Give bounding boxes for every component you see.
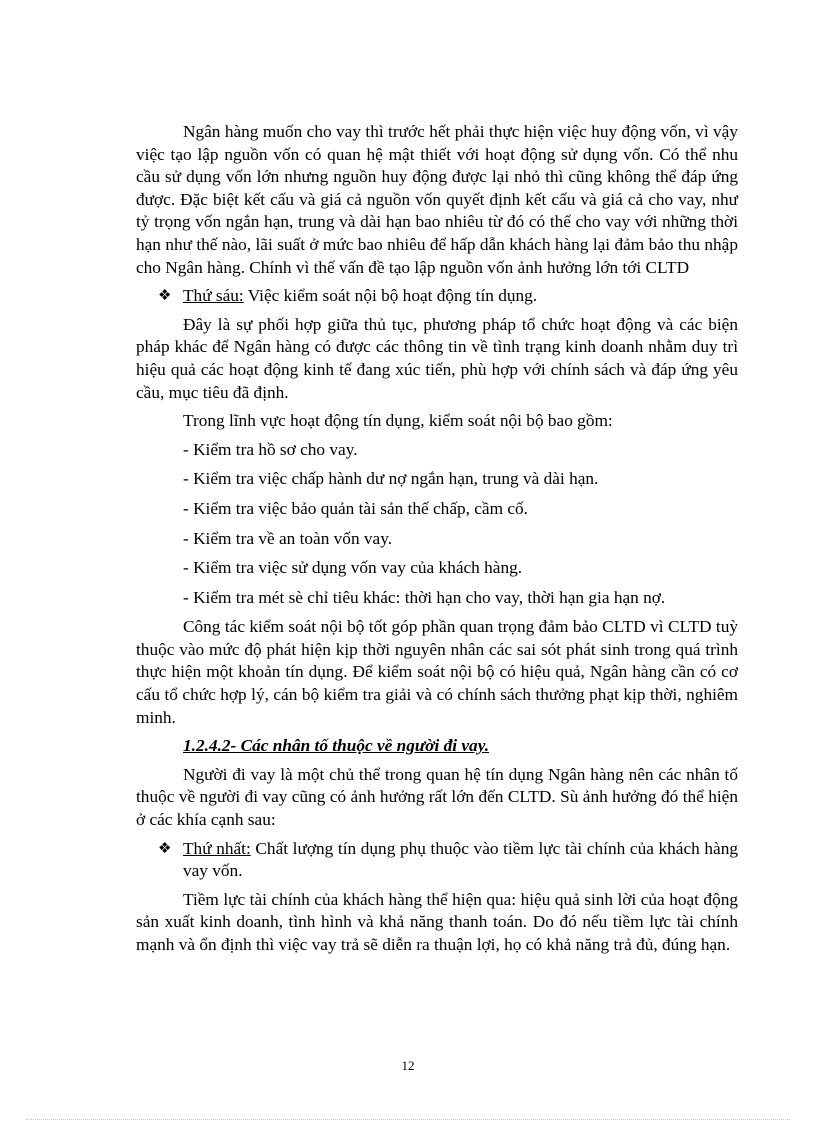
bullet-item-sixth [158, 285, 738, 308]
page-number: 12 [401, 1058, 415, 1073]
paragraph-borrower-factors: Người đi vay là một chủ thể trong quan hệ tín dụng Ngân hàng nên các nhân tố thuộc về người đi vay cũng có ảnh hưởng rất lớn đến CLTD. Sù ảnh hưởng đó thể hiện ở các khía cạnh sau: [136, 764, 738, 830]
paragraph-financial-capacity: Tiềm lực tài chính của khách hàng thể hiện qua: hiệu quả sinh lời của hoạt động sản xuất kinh doanh, tình hình và khả năng thanh toán. Do đó nếu tiềm lực tài chính mạnh và ổn định thì việc vay trả sẽ diễn ra thuận lợi, họ có khả năng trả đủ, đúng hạn. [136, 889, 738, 954]
bullet-lead-label: Thứ nhất: [183, 838, 251, 858]
section-heading: 1.2.4.2- Các nhân tố thuộc về người đi vay. [183, 736, 490, 756]
paragraph-internal-control-scope: Trong lĩnh vực hoạt động tín dụng, kiểm soát nội bộ bao gồm: [183, 411, 613, 431]
checklist-item: - Kiểm tra việc chấp hành dư nợ ngắn hạn, trung và dài hạn. [183, 469, 599, 489]
page-body [136, 121, 738, 957]
bullet-text: Chất lượng tín dụng phụ thuộc vào tiềm lực tài chính của khách hàng vay vốn. [183, 838, 739, 881]
diamond-bullet-icon: ❖ [158, 288, 172, 305]
bullet-item-first [158, 838, 738, 883]
bullet-lead-label: Thứ sáu: [183, 286, 244, 306]
page-edge-divider [26, 1119, 790, 1120]
checklist-item: - Kiểm tra mét sè chỉ tiêu khác: thời hạn cho vay, thời hạn gia hạn nợ. [183, 587, 666, 607]
checklist-item: - Kiểm tra hồ sơ cho vay. [183, 439, 358, 459]
bullet-text: Việc kiểm soát nội bộ hoạt động tín dụng. [243, 286, 538, 306]
checklist-item: - Kiểm tra việc bảo quản tài sản thế chấp, cầm cố. [183, 498, 529, 518]
checklist-item: - Kiểm tra về an toàn vốn vay. [183, 528, 393, 548]
diamond-bullet-icon: ❖ [158, 840, 172, 857]
paragraph-internal-control-definition: Đây là sự phối hợp giữa thủ tục, phương pháp tổ chức hoạt động và các biện pháp khác để Ngân hàng có được các thông tin về tình trạng kinh doanh nhằm duy trì hiệu quả các hoạt động kinh tế đang xúc tiến, phù hợp với chính sách và đáp ứng yêu cầu, mục tiêu đã định. [136, 314, 738, 402]
paragraph-internal-control-importance: Công tác kiểm soát nội bộ tốt góp phần quan trọng đảm bảo CLTD vì CLTD tuỳ thuộc vào mức độ phát hiện kịp thời nguyên nhân các sai sót phát sinh trong quá trình thực hiện một khoản tín dụng. Để kiểm soát nội bộ có hiệu quả, Ngân hàng cần có cơ cấu tổ chức hợp lý, cán bộ kiểm tra giải và có chính sách thưởng phạt kịp thời, nghiêm minh. [136, 617, 738, 727]
paragraph-capital-mobilization: Ngân hàng muốn cho vay thì trước hết phải thực hiện việc huy động vốn, vì vậy việc tạo lập nguồn vốn có quan hệ mật thiết với hoạt động sử dụng vốn. Có thể nhu cầu sử dụng vốn lớn nhưng nguồn huy động được lại nhỏ thì cũng không thể đáp ứng được. Đặc biệt kết cấu và giá cả nguồn vốn quyết định kết cấu và giá cả cho vay, như tỷ trọng vốn ngắn hạn, trung và dài hạn bao nhiêu từ đó có thể cho vay với những thời hạn như thế nào, lãi suất ở mức bao nhiêu để hấp dẫn khách hàng lại đảm bảo thu nhập cho Ngân hàng. Chính vì thế vấn đề tạo lập nguồn vốn ảnh hưởng lớn tới CLTD [136, 122, 738, 277]
checklist-item: - Kiểm tra việc sử dụng vốn vay của khách hàng. [183, 558, 523, 578]
